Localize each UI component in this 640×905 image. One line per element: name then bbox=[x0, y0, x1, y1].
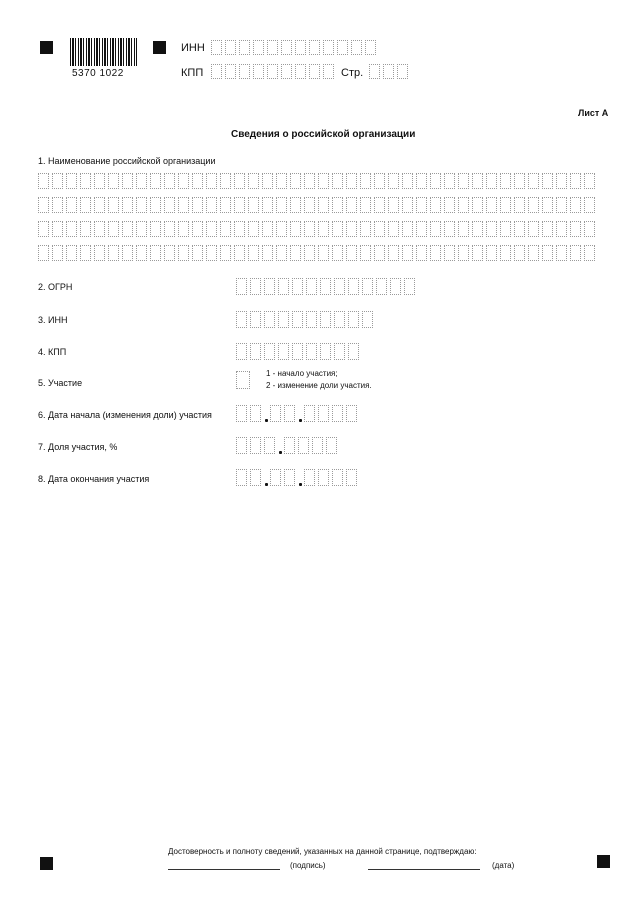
inn-label: 3. ИНН bbox=[38, 315, 68, 325]
start-date-label: 6. Дата начала (изменения доли) участия bbox=[38, 410, 212, 420]
inn-cells[interactable] bbox=[236, 311, 376, 328]
barcode bbox=[70, 38, 137, 66]
header-kpp-cells[interactable] bbox=[211, 64, 337, 79]
date-separator bbox=[264, 469, 270, 486]
sheet-label: Лист А bbox=[578, 108, 609, 118]
date-separator bbox=[264, 405, 270, 422]
barcode-number: 5370 1022 bbox=[72, 68, 124, 79]
signature-line[interactable] bbox=[168, 869, 280, 870]
header-inn-cells[interactable] bbox=[211, 40, 379, 55]
name-row-4[interactable] bbox=[38, 245, 598, 261]
header-inn-label: ИНН bbox=[181, 42, 205, 54]
header-kpp-label: КПП bbox=[181, 67, 204, 79]
date-caption: (дата) bbox=[492, 861, 515, 870]
bottom-right-marker bbox=[597, 855, 610, 868]
participation-label: 5. Участие bbox=[38, 378, 83, 388]
share-label: 7. Доля участия, % bbox=[38, 442, 118, 452]
kpp-cells[interactable] bbox=[236, 343, 362, 360]
date-line[interactable] bbox=[368, 869, 480, 870]
header-page-label: Стр. bbox=[341, 67, 364, 79]
header-page-cells[interactable] bbox=[369, 64, 411, 79]
end-date-label: 8. Дата окончания участия bbox=[38, 474, 150, 484]
confirmation-text: Достоверность и полноту сведений, указанных на данной странице, подтверждаю: bbox=[168, 847, 477, 856]
participation-option-1: 1 - начало участия; bbox=[266, 369, 338, 378]
start-date-cells[interactable] bbox=[236, 405, 360, 422]
page-title: Сведения о российской организации bbox=[231, 129, 416, 140]
signature-caption: (подпись) bbox=[290, 861, 326, 870]
ogrn-label: 2. ОГРН bbox=[38, 282, 73, 292]
name-row-1[interactable] bbox=[38, 173, 598, 189]
top-left-marker bbox=[40, 41, 53, 54]
share-cells[interactable] bbox=[236, 437, 340, 454]
name-label: 1. Наименование российской организации bbox=[38, 156, 216, 166]
kpp-label: 4. КПП bbox=[38, 347, 67, 357]
name-row-3[interactable] bbox=[38, 221, 598, 237]
end-date-cells[interactable] bbox=[236, 469, 360, 486]
participation-option-2: 2 - изменение доли участия. bbox=[266, 381, 372, 390]
participation-cell[interactable] bbox=[236, 371, 253, 389]
decimal-separator bbox=[278, 437, 284, 454]
date-separator bbox=[298, 405, 304, 422]
ogrn-cells[interactable] bbox=[236, 278, 418, 295]
date-separator bbox=[298, 469, 304, 486]
name-row-2[interactable] bbox=[38, 197, 598, 213]
bottom-left-marker bbox=[40, 857, 53, 870]
top-center-marker bbox=[153, 41, 166, 54]
